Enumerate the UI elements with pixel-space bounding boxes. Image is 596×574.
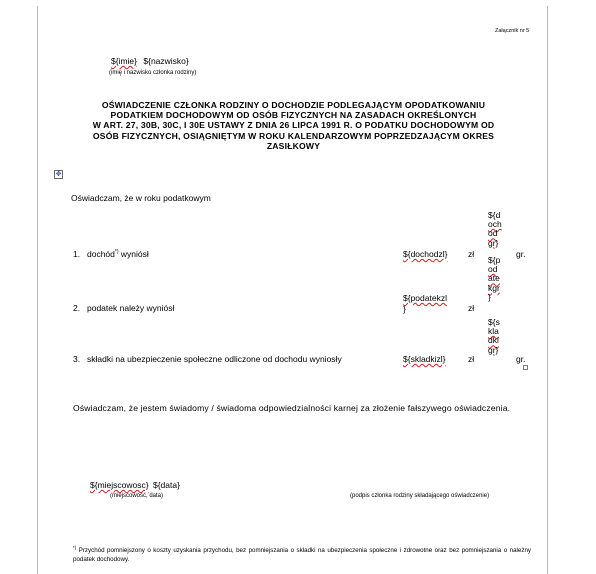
title-line: OŚWIADCZENIE CZŁONKA RODZINY O DOCHODZIE PODLEGAJĄCYM OPODATKOWANIU — [101, 100, 486, 110]
name-fields — [111, 56, 189, 66]
annex-label: Załącznik nr 5 — [495, 28, 530, 34]
gr-var — [488, 256, 508, 302]
zl-var-text: ${dochodzl} — [403, 249, 448, 259]
footnote-text: Przychód pomniejszony o koszty uzyskania przychodu, bez pomniejszania o składki na ubezpieczenia społeczne i zdrowotne oraz bez pomniejszania o należny podatek dochodowy. — [73, 547, 531, 564]
table-resize-handle-icon[interactable] — [523, 365, 528, 370]
item-number: 1. — [73, 249, 81, 259]
footnote-ref: *) — [114, 249, 119, 256]
statement-text: Oświadczam, że jestem świadomy / świadoma odpowiedzialności karnej za złożenie fałszywego oświadczenia. — [73, 403, 511, 413]
footnote-mark: *) — [73, 545, 77, 550]
footnote — [73, 543, 531, 564]
item-label-text: dochód — [87, 249, 115, 259]
first-name-var-text: ${imie} — [111, 56, 137, 66]
zl-var-line: ${podatekzl — [403, 293, 447, 303]
zl-unit: zł — [468, 249, 475, 259]
zl-var-text: ${skladkizl} — [403, 354, 446, 364]
gr-var-line: gr} — [488, 344, 499, 355]
intro-text: Oświadczam, że w roku podatkowym — [71, 193, 211, 203]
gr-var — [488, 318, 508, 355]
item-label-rest: wyniósł — [118, 249, 149, 259]
move-anchor-icon[interactable]: ✥ — [55, 171, 62, 178]
name-caption: (imię i nazwisko członka rodziny) — [109, 70, 197, 76]
zl-var — [403, 354, 459, 365]
gr-var-line: och — [488, 219, 502, 230]
item-number: 2. — [73, 303, 81, 313]
gr-var-line: } — [488, 291, 491, 302]
zl-unit: zł — [468, 354, 475, 364]
gr-var-line: ate — [488, 273, 500, 284]
gr-var-line: od — [488, 264, 498, 275]
title-line: OSÓB FIZYCZNYCH, OSIĄGNIĘTYM W ROKU KALENDARZOWYM POPRZEDZAJĄCYM OKRES — [92, 130, 495, 141]
title-line: PODATKIEM DOCHODOWYM OD OSÓB FIZYCZNYCH NA ZASADACH OKREŚLONYCH — [110, 110, 477, 121]
gr-var-line: gr} — [488, 237, 499, 248]
gr-var — [488, 211, 508, 248]
gr-unit: gr. — [516, 249, 526, 259]
last-name-var: ${nazwisko} — [143, 56, 189, 66]
place-var: ${miejscowosc} — [90, 480, 149, 490]
item-label — [87, 249, 149, 259]
gr-var-line: kgr — [488, 282, 500, 293]
item-label: składki na ubezpieczenie społeczne odliczone od dochodu wyniosły — [87, 354, 342, 364]
place-date-fields — [90, 480, 180, 490]
gr-var-line: ${d — [488, 210, 501, 220]
zl-var — [403, 293, 459, 315]
gr-var-line: kla — [488, 326, 499, 337]
gr-var-line: od — [488, 228, 498, 239]
title-line: ZASIŁKOWY — [266, 140, 321, 151]
gr-var-line: ${s — [488, 317, 500, 327]
place-date-caption: (miejscowość, data) — [110, 493, 164, 499]
zl-unit: zł — [468, 303, 475, 313]
gr-unit: gr. — [516, 354, 526, 364]
item-label: podatek należy wyniósł — [87, 303, 175, 313]
document-page — [37, 6, 548, 574]
document-title — [46, 100, 541, 151]
signature-caption: (podpis członka rodziny składającego oświadczenie) — [350, 493, 490, 499]
gr-var-line: ${p — [488, 255, 501, 265]
title-line: W ART. 27, 30B, 30C, I 30E USTAWY Z DNIA 26 LIPCA 1991 R. O PODATKU DOCHODOWYM OD — [92, 120, 495, 131]
zl-var-line: } — [403, 304, 406, 314]
item-number: 3. — [73, 354, 81, 364]
zl-var — [403, 249, 459, 260]
first-name-var — [111, 56, 139, 66]
date-var: ${data} — [152, 480, 180, 490]
gr-var-line: dki — [488, 335, 499, 346]
